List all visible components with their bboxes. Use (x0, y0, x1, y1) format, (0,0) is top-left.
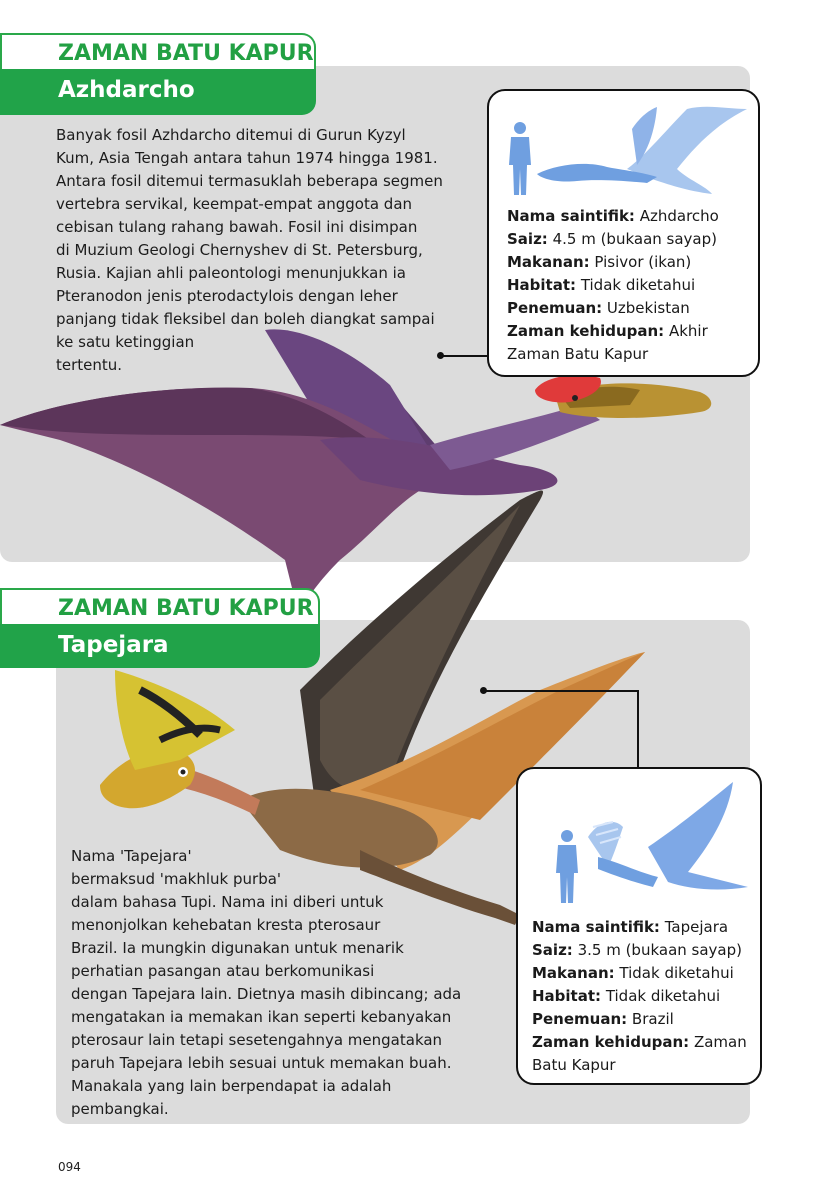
fact-diet: Makanan: Tidak diketahui (532, 964, 734, 982)
era-heading-box (0, 588, 320, 624)
page-number: 094 (58, 1160, 81, 1174)
description-line: dalam bahasa Tupi. Nama ini diberi untuk (71, 893, 384, 911)
fact-discovery: Penemuan: Uzbekistan (507, 299, 690, 317)
tapejara-info-card (516, 767, 762, 1085)
fact-scientific-name: Nama saintifik: Tapejara (532, 918, 729, 936)
description-line: vertebra servikal, keempat-empat anggota dan (56, 195, 413, 213)
fact-period: Zaman kehidupan: Akhir (507, 322, 708, 340)
description-line: perhatian pasangan atau berkomunikasi (71, 962, 375, 980)
description-line: dengan Tapejara lain. Dietnya masih dibincang; ada (71, 985, 462, 1003)
fact-discovery: Penemuan: Brazil (532, 1010, 674, 1028)
era-heading: ZAMAN BATU KAPUR (58, 41, 314, 66)
fact-diet: Makanan: Pisivor (ikan) (507, 253, 692, 271)
description-line: di Muzium Geologi Chernyshev di St. Petersburg, (56, 241, 423, 259)
description-line: pterosaur lain tetapi sesetengahnya mengatakan (71, 1031, 443, 1049)
era-heading: ZAMAN BATU KAPUR (58, 596, 314, 621)
human-silhouette-icon (554, 829, 580, 905)
description-line: cebisan tulang rahang bawah. Fosil ini disimpan (56, 218, 418, 236)
description-line: Antara fosil ditemui termasuklah beberapa segmen (56, 172, 443, 190)
description-line: menonjolkan kehebatan kresta pterosaur (71, 916, 381, 934)
description-line: pembangkai. (71, 1100, 169, 1118)
fact-habitat: Habitat: Tidak diketahui (507, 276, 696, 294)
fact-period: Zaman kehidupan: Zaman (532, 1033, 747, 1051)
tapejara-description (71, 845, 507, 1121)
description-line: Manakala yang lain berpendapat ia adalah (71, 1077, 392, 1095)
connector-line (637, 690, 639, 770)
description-line: mengatakan ia memakan ikan seperti kebanyakan (71, 1008, 452, 1026)
description-line: panjang tidak fleksibel dan boleh diangkat sampai (56, 310, 435, 328)
description-line: paruh Tapejara lebih sesuai untuk memakan buah. (71, 1054, 452, 1072)
description-line: Banyak fosil Azhdarcho ditemui di Gurun Kyzyl (56, 126, 406, 144)
description-line: bermaksud 'makhluk purba' (71, 870, 282, 888)
description-line: Brazil. Ia mungkin digunakan untuk menarik (71, 939, 404, 957)
description-line: Kum, Asia Tengah antara tahun 1974 hingga 1981. (56, 149, 438, 167)
pterosaur-silhouette-icon (588, 777, 758, 907)
fact-scientific-name: Nama saintifik: Azhdarcho (507, 207, 719, 225)
species-name-banner (0, 624, 320, 668)
description-line: Rusia. Kajian ahli paleontologi menunjukkan ia (56, 264, 406, 282)
fact-habitat: Habitat: Tidak diketahui (532, 987, 721, 1005)
species-name: Tapejara (58, 632, 169, 658)
fact-period-continued: Batu Kapur (532, 1056, 616, 1074)
description-line: ke satu ketinggian (56, 333, 195, 351)
species-name: Azhdarcho (58, 77, 195, 103)
fact-size: Saiz: 3.5 m (bukaan sayap) (532, 941, 742, 959)
description-line: tertentu. (56, 356, 123, 374)
fact-period-continued: Zaman Batu Kapur (507, 345, 649, 363)
connector-line (485, 690, 638, 692)
description-line: Nama 'Tapejara' (71, 847, 192, 865)
description-line: Pteranodon jenis pterodactylois dengan leher (56, 287, 398, 305)
fact-size: Saiz: 4.5 m (bukaan sayap) (507, 230, 717, 248)
